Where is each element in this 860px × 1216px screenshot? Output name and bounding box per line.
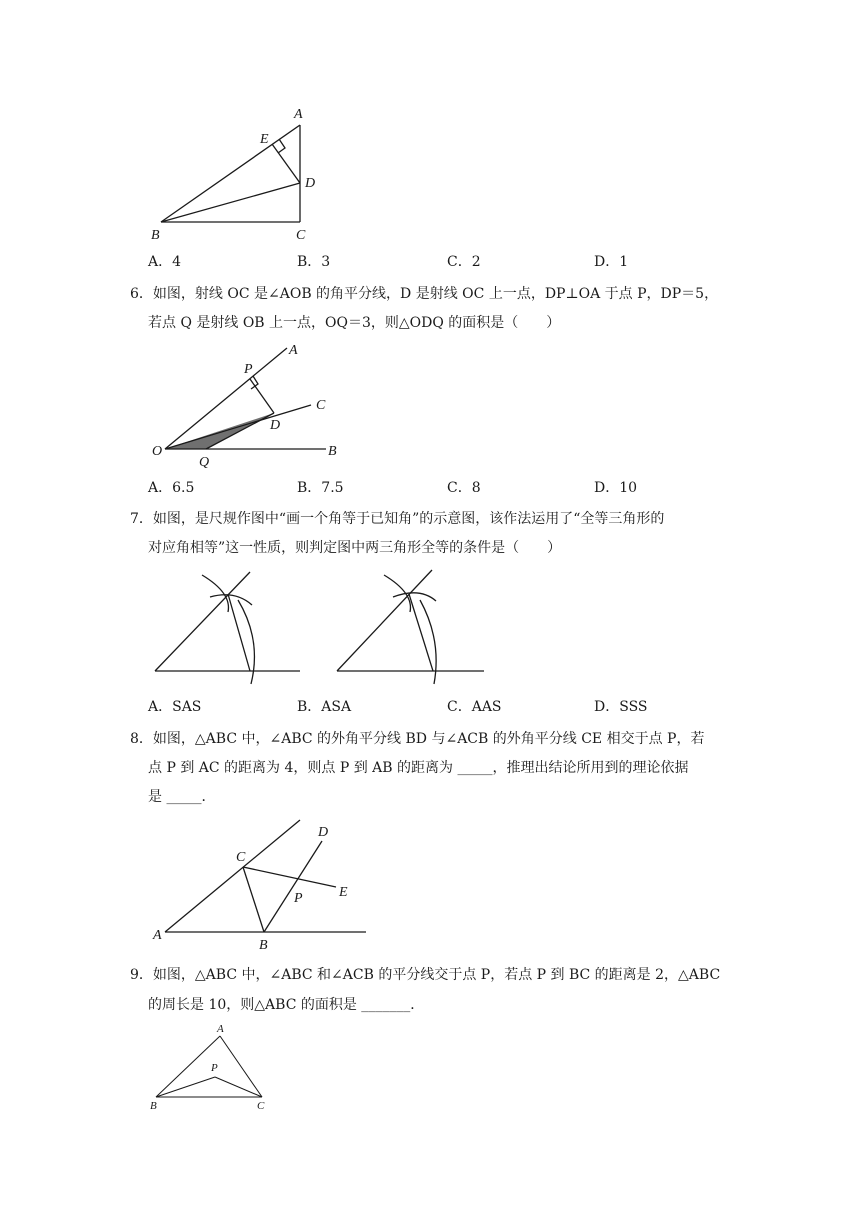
q8-stem-line2: 点 P 到 AC 的距离为 4，则点 P 到 AB 的距离为 _____，推理出结论所用到的理论依据 (148, 760, 689, 776)
q9-label-p: P (211, 1062, 218, 1074)
q5-label-d: D (305, 176, 316, 191)
q6-label-d: D (270, 418, 281, 433)
q8-label-e: E (339, 885, 348, 900)
q6-option-d[interactable]: D．10 (594, 480, 638, 496)
q6-label-o: O (152, 444, 163, 459)
q5-option-d[interactable]: D．1 (594, 254, 629, 270)
q5-label-c: C (296, 228, 306, 243)
q5-label-a: A (294, 107, 303, 122)
q5-option-a[interactable]: A．4 (148, 254, 182, 270)
q8-stem-line1: 8．如图，△ABC 中，∠ABC 的外角平分线 BD 与∠ACB 的外角平分线 CE 相交于点 P，若 (130, 731, 705, 747)
q9-label-a: A (217, 1023, 224, 1035)
q7-stem-line2: 对应角相等”这一性质，则判定图中两三角形全等的条件是（ ） (148, 540, 562, 556)
q6-label-c: C (316, 398, 326, 413)
q6-option-b[interactable]: B．7.5 (297, 480, 344, 496)
q7-stem-line1: 7．如图，是尺规作图中“画一个角等于已知角”的示意图，该作法运用了“全等三角形的 (130, 511, 665, 527)
q8-label-d: D (318, 825, 329, 840)
q6-label-b: B (328, 444, 337, 459)
q6-stem-line2: 若点 Q 是射线 OB 上一点，OQ＝3，则△ODQ 的面积是（ ） (148, 315, 561, 331)
q7-option-d[interactable]: D．SSS (594, 699, 648, 715)
q8-label-b: B (259, 938, 268, 953)
q9-stem-line1: 9．如图，△ABC 中，∠ABC 和∠ACB 的平分线交于点 P，若点 P 到 BC 的距离是 2，△ABC (130, 967, 721, 983)
q8-label-p: P (294, 891, 303, 906)
q8-label-a: A (153, 928, 162, 943)
q7-option-c[interactable]: C．AAS (447, 699, 502, 715)
q9-label-c: C (257, 1100, 265, 1112)
q7-option-b[interactable]: B．ASA (297, 699, 352, 715)
q5-option-b[interactable]: B．3 (297, 254, 331, 270)
q6-label-p: P (244, 362, 253, 377)
q6-stem-line1: 6．如图，射线 OC 是∠AOB 的角平分线，D 是射线 OC 上一点，DP⊥OA 于点 P，DP＝5， (130, 286, 719, 302)
q9-stem-line2: 的周长是 10，则△ABC 的面积是 _______． (148, 997, 425, 1013)
q9-label-b: B (150, 1100, 157, 1112)
q6-label-q: Q (199, 455, 210, 470)
q6-option-a[interactable]: A．6.5 (148, 480, 195, 496)
q5-label-e: E (260, 132, 269, 147)
q6-option-c[interactable]: C．8 (447, 480, 481, 496)
q8-label-c: C (236, 850, 246, 865)
q5-label-b: B (151, 228, 160, 243)
q6-label-a: A (289, 343, 298, 358)
q5-option-c[interactable]: C．2 (447, 254, 481, 270)
q8-stem-line3: 是 _____． (148, 789, 216, 805)
q7-option-a[interactable]: A．SAS (148, 699, 202, 715)
